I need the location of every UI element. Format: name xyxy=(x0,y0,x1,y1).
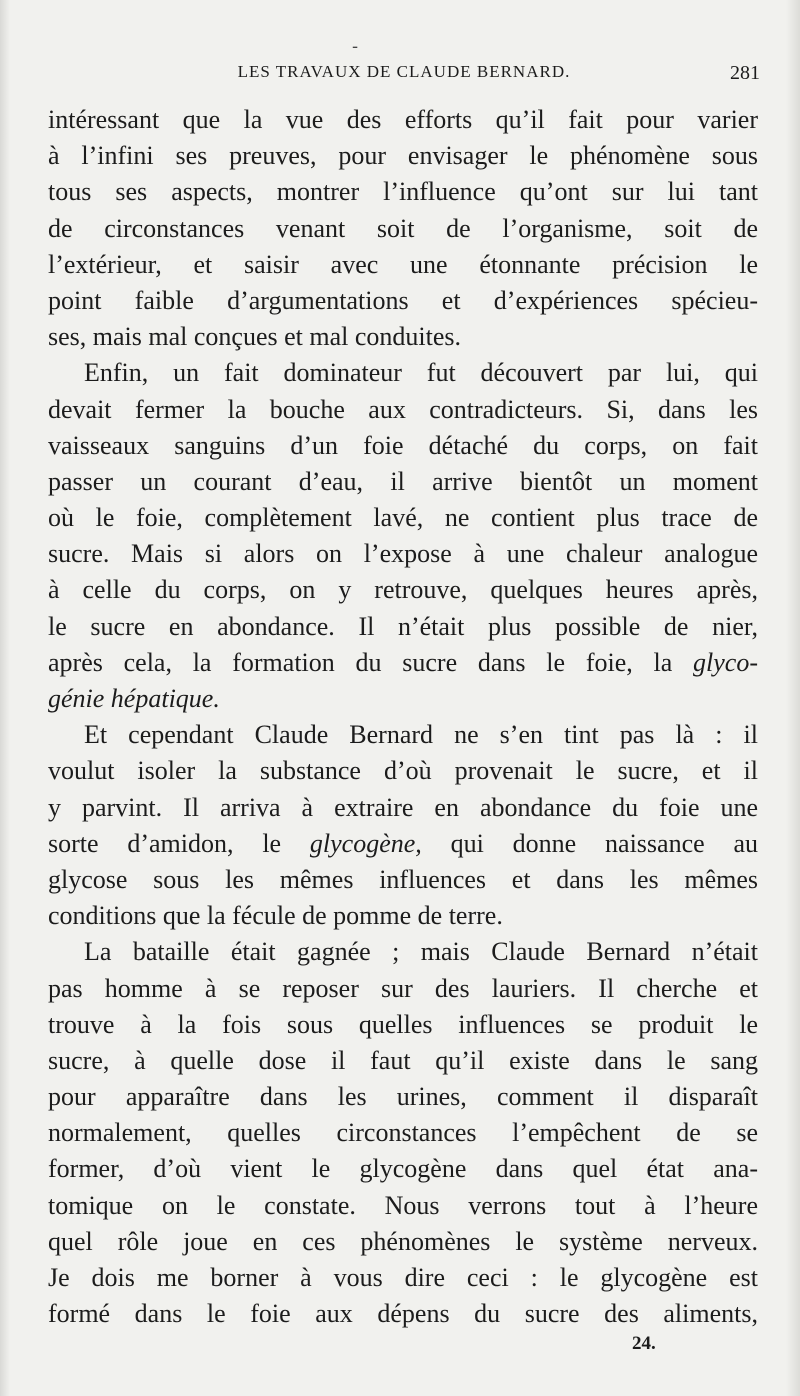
text-line: à celle du corps, on y retrouve, quelques heures après, xyxy=(48,575,758,605)
text-line: pour apparaître dans les urines, comment il disparaît xyxy=(48,1082,758,1112)
text-line: conditions que la fécule de pomme de terre. xyxy=(48,901,503,931)
text-line: Enfin, un fait dominateur fut découvert par lui, qui xyxy=(84,358,758,388)
text-line xyxy=(48,826,758,862)
text-line: le sucre en abondance. Il n’était plus possible de nier, xyxy=(48,611,758,641)
running-head: LES TRAVAUX DE CLAUDE BERNARD. xyxy=(237,62,571,81)
text-line: point faible d’argumentations et d’expériences spécieu- xyxy=(48,285,758,315)
text-line: Je dois me borner à vous dire ceci : le glycogène est xyxy=(48,1263,758,1292)
italic-text: glycogène, xyxy=(309,828,422,858)
text-line: Et cependant Claude Bernard ne s’en tint pas là : il xyxy=(84,720,758,750)
text-line: à l’infini ses preuves, pour envisager le phénomène sous xyxy=(48,141,758,171)
text-line: génie hépatique. xyxy=(48,684,220,713)
text-line: sucre, à quelle dose il faut qu’il existe dans le sang xyxy=(48,1045,758,1075)
text-line: l’extérieur, et saisir avec une étonnante précision le xyxy=(48,249,758,279)
text-line: normalement, quelles circonstances l’empêchent de se xyxy=(48,1118,758,1148)
text-line: La bataille était gagnée ; mais Claude Bernard n’était xyxy=(84,937,758,967)
text-segment: après cela, la formation du sucre dans le foie, la xyxy=(48,647,673,677)
text-line: devait fermer la bouche aux contradicteurs. Si, dans les xyxy=(48,394,758,424)
text-line: pas homme à se reposer sur des lauriers. Il cherche et xyxy=(48,973,758,1003)
text-segment: qui donne naissance au xyxy=(450,828,759,858)
page-header xyxy=(48,62,760,92)
signature-mark: 24. xyxy=(632,1333,656,1354)
text-line: quel rôle joue en ces phénomènes le système nerveux. xyxy=(48,1226,758,1256)
text-line: tomique on le constate. Nous verrons tout à l’heure xyxy=(48,1190,758,1220)
italic-text: glyco- xyxy=(693,647,758,677)
text-line: y parvint. Il arriva à extraire en abondance du foie une xyxy=(48,792,758,822)
body-text xyxy=(48,102,758,1332)
text-line: voulut isoler la substance d’où provenait le sucre, et il xyxy=(48,756,758,786)
text-line: trouve à la fois sous quelles influences se produit le xyxy=(48,1009,758,1039)
top-mark: - xyxy=(352,36,359,57)
text-line: passer un courant d’eau, il arrive bientôt un moment xyxy=(48,466,758,496)
text-line: où le foie, complètement lavé, ne contient plus trace de xyxy=(48,503,758,533)
text-line: ses, mais mal conçues et mal conduites. xyxy=(48,322,462,352)
text-segment: sorte d’amidon, le xyxy=(48,828,282,858)
text-line: tous ses aspects, montrer l’influence qu’ont sur lui tant xyxy=(48,177,758,207)
text-line: sucre. Mais si alors on l’expose à une chaleur analogue xyxy=(48,539,758,569)
text-line xyxy=(48,645,758,681)
scan-edge-left xyxy=(0,0,10,1396)
text-line: former, d’où vient le glycogène dans quel état ana- xyxy=(48,1154,758,1184)
text-line: intéressant que la vue des efforts qu’il fait pour varier xyxy=(48,105,758,134)
text-line: formé dans le foie aux dépens du sucre des aliments, xyxy=(48,1299,758,1329)
page-number: 281 xyxy=(730,62,760,84)
text-line: glycose sous les mêmes influences et dans les mêmes xyxy=(48,864,758,894)
scan-edge-right xyxy=(786,0,800,1396)
text-line: de circonstances venant soit de l’organisme, soit de xyxy=(48,213,758,243)
text-line: vaisseaux sanguins d’un foie détaché du corps, on fait xyxy=(48,430,758,460)
